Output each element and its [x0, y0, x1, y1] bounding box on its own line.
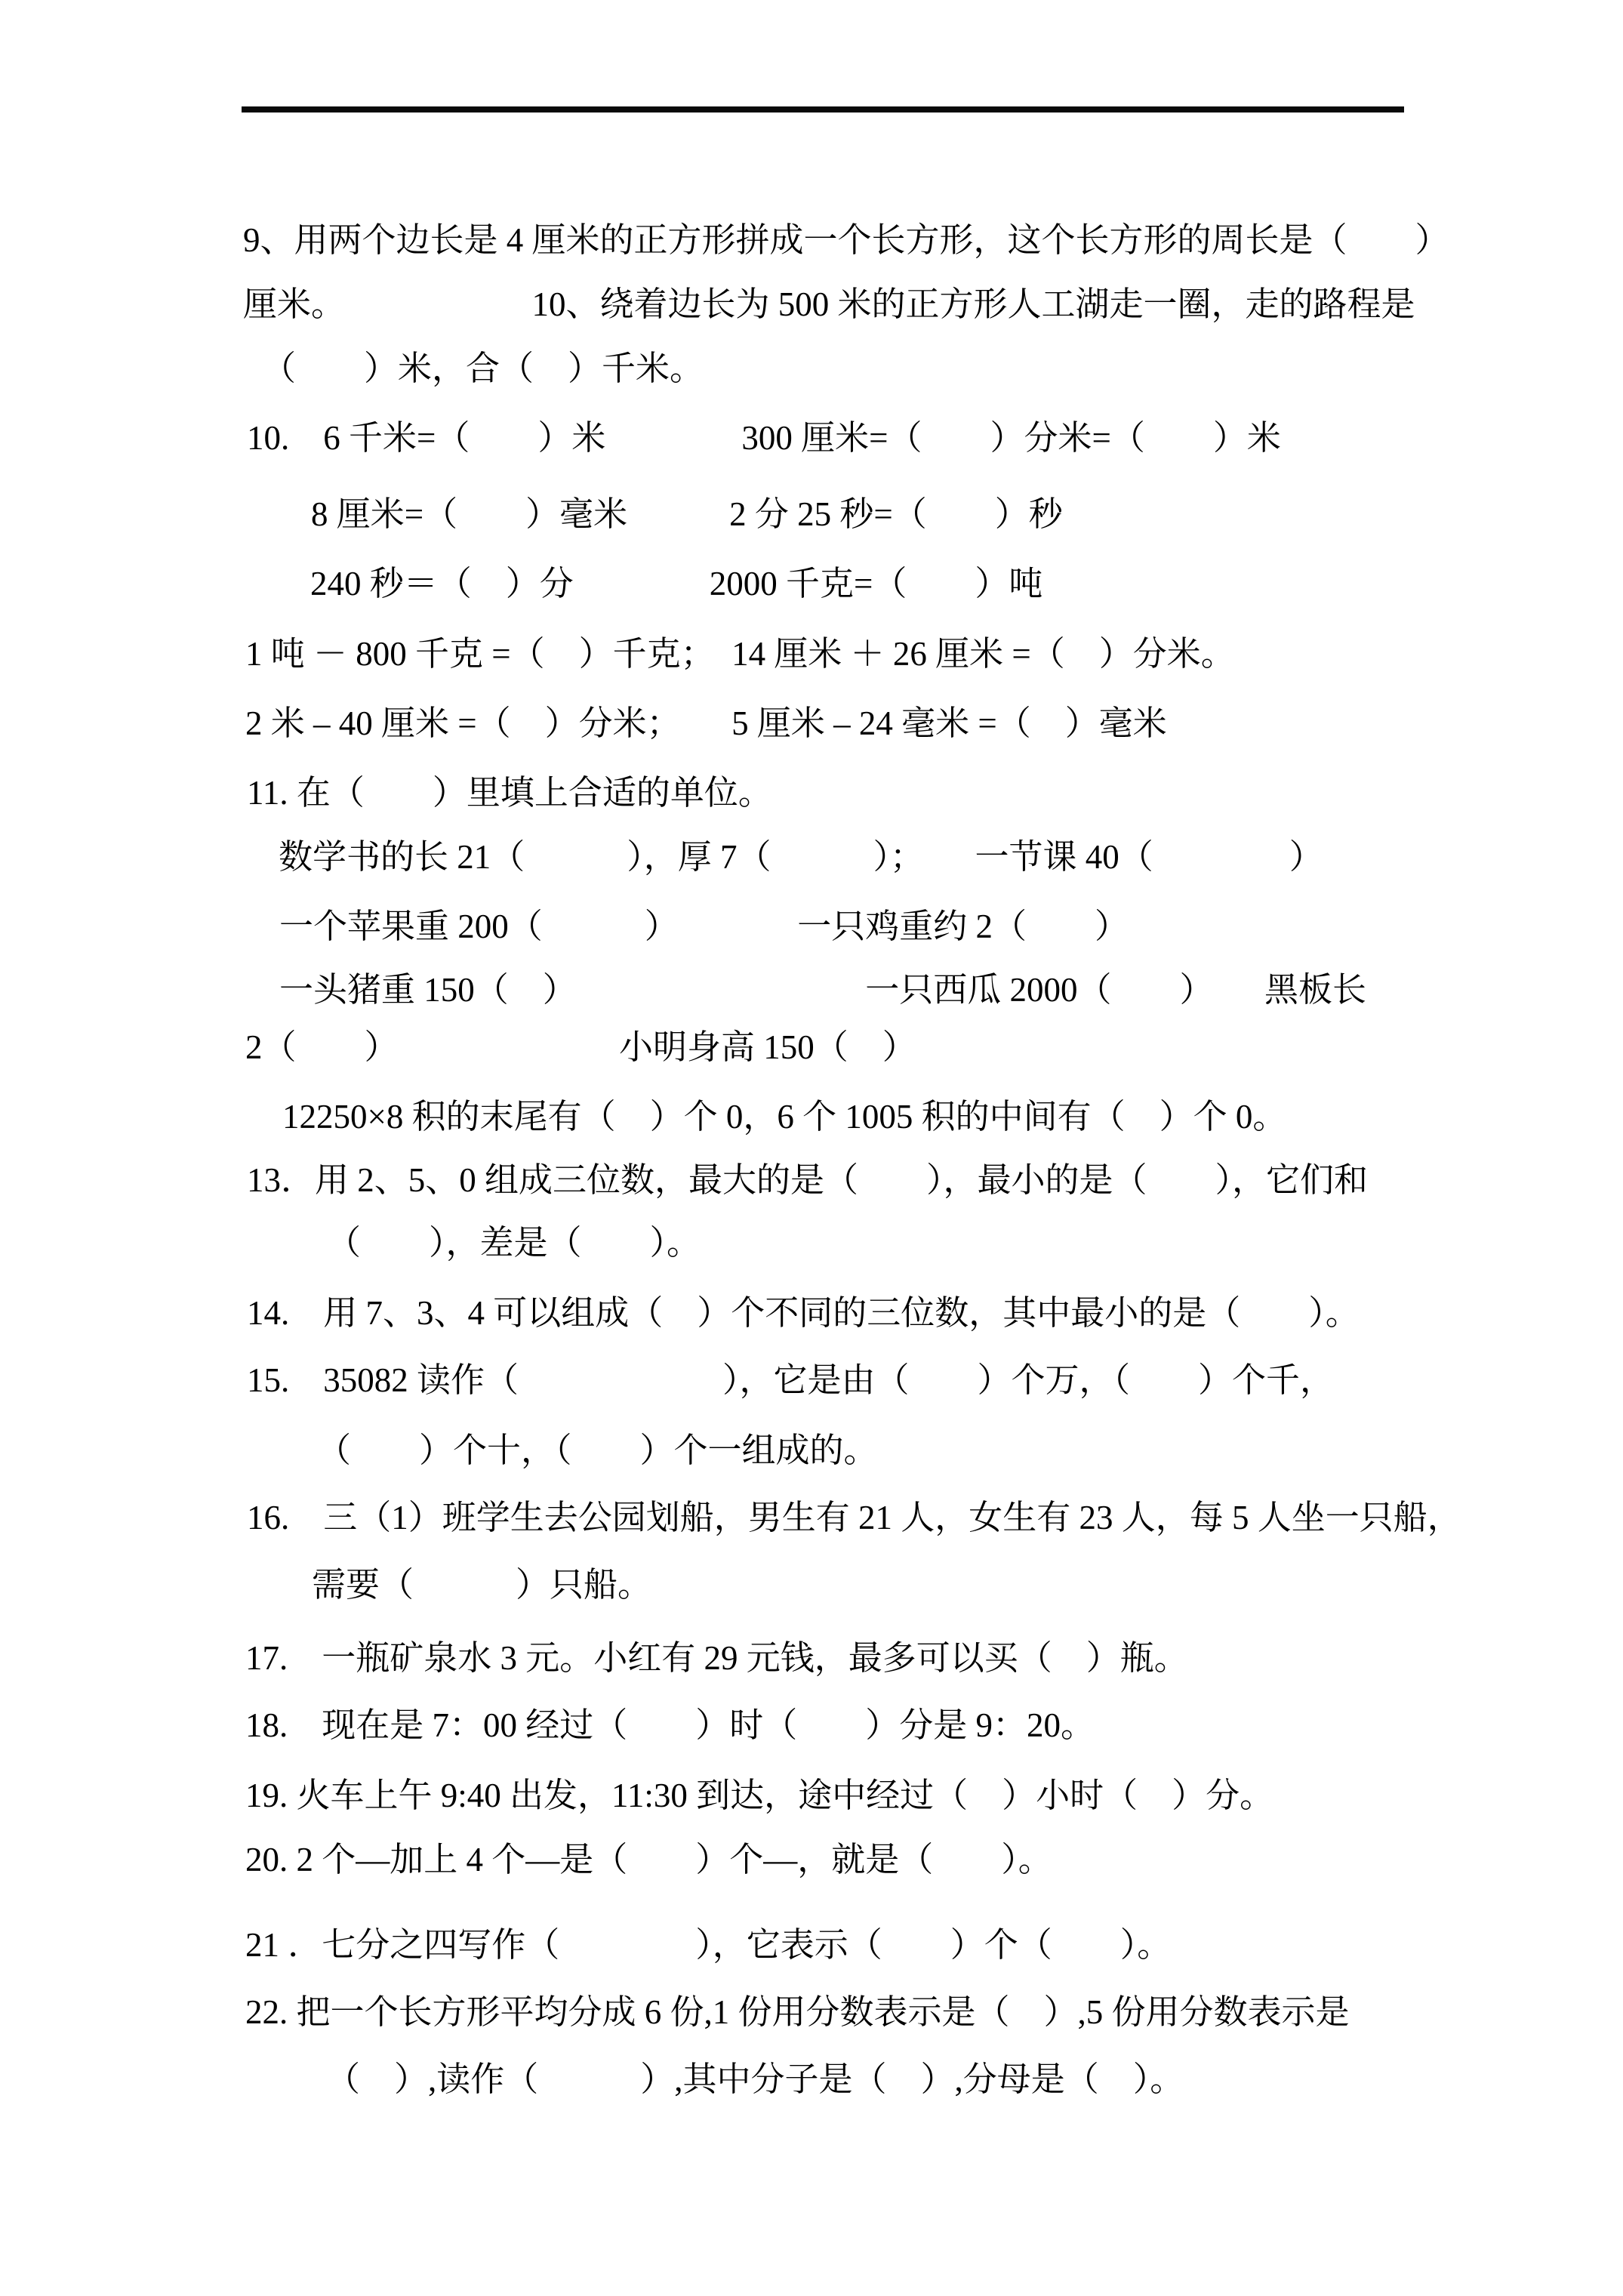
worksheet-line-q10b-3: 240 秒＝（ ）分 2000 千克=（ ）吨 [310, 565, 1043, 603]
worksheet-line-q22-cont: （ ）,读作（ ）,其中分子是（ ）,分母是（ ）。 [326, 2060, 1184, 2098]
worksheet-line-q11-1: 数学书的长 21（ ），厚 7（ ）； 一节课 40（ ） [279, 838, 1323, 876]
worksheet-line-q16-cont: 需要（ ）只船。 [312, 1566, 652, 1604]
worksheet-line-q11-2: 一个苹果重 200（ ） 一只鸡重约 2（ ） [279, 908, 1129, 945]
worksheet-line-q13-cont: （ ），差是（ ）。 [327, 1224, 701, 1262]
worksheet-line-q9-cont: 厘米。 10、绕着边长为 500 米的正方形人工湖走一圈，走的路程是 [243, 285, 1415, 323]
worksheet-line-q11-3: 一头猪重 150（ ） 一只西瓜 2000（ ） 黑板长 [279, 971, 1367, 1009]
worksheet-line-q10a-cont: （ ）米，合（ ）千米。 [262, 350, 704, 387]
worksheet-line-q12: 12250×8 积的末尾有（ ）个 0，6 个 1005 积的中间有（ ）个 0。 [282, 1098, 1287, 1136]
worksheet-line-q15: 15. 35082 读作（ ），它是由（ ）个万，（ ）个千， [247, 1361, 1335, 1399]
worksheet-line-q13: 13．用 2、5、0 组成三位数，最大的是（ ），最小的是（ ），它们和 [247, 1161, 1369, 1199]
worksheet-line-q15-cont: （ ）个十，（ ）个一组成的。 [317, 1432, 878, 1469]
worksheet-line-q17: 17. 一瓶矿泉水 3 元。小红有 29 元钱，最多可以买（ ）瓶。 [245, 1639, 1188, 1677]
worksheet-line-q11: 11. 在（ ）里填上合适的单位。 [247, 774, 772, 812]
worksheet-line-q9: 9、用两个边长是 4 厘米的正方形拼成一个长方形，这个长方形的周长是（ ） [243, 221, 1449, 259]
worksheet-line-q14: 14. 用 7、3、4 可以组成（ ）个不同的三位数，其中最小的是（ ）。 [247, 1294, 1360, 1332]
worksheet-line-q22: 22. 把一个长方形平均分成 6 份,1 份用分数表示是（ ）,5 份用分数表示是 [245, 1993, 1350, 2031]
worksheet-line-q21: 21 ．七分之四写作（ ），它表示（ ）个（ ）。 [245, 1926, 1172, 1964]
header-rule [242, 106, 1404, 112]
worksheet-line-q10b: 10. 6 千米=（ ）米 300 厘米=（ ）分米=（ ）米 [247, 419, 1281, 457]
worksheet-line-conv-2: 2 米 – 40 厘米 =（ ）分米； 5 厘米 – 24 毫米 =（ ）毫米 [245, 704, 1167, 742]
worksheet-line-q16: 16. 三（1）班学生去公园划船，男生有 21 人，女生有 23 人，每 5 人坐一只船， [247, 1499, 1461, 1536]
worksheet-line-conv-1: 1 吨 － 800 千克 =（ ）千克； 14 厘米 ＋ 26 厘米 =（ ）分米。 [245, 635, 1235, 673]
worksheet-line-q19: 19. 火车上午 9:40 出发，11:30 到达，途中经过（ ）小时（ ）分。 [245, 1777, 1274, 1814]
worksheet-line-q10b-2: 8 厘米=（ ）毫米 2 分 25 秒=（ ）秒 [311, 495, 1063, 533]
worksheet-line-q20: 20. 2 个—加上 4 个—是（ ）个—，就是（ ）。 [245, 1841, 1052, 1878]
worksheet-line-q18: 18. 现在是 7：00 经过（ ）时（ ）分是 9：20。 [245, 1706, 1095, 1744]
worksheet-line-q11-4: 2（ ） 小明身高 150（ ） [245, 1028, 916, 1066]
